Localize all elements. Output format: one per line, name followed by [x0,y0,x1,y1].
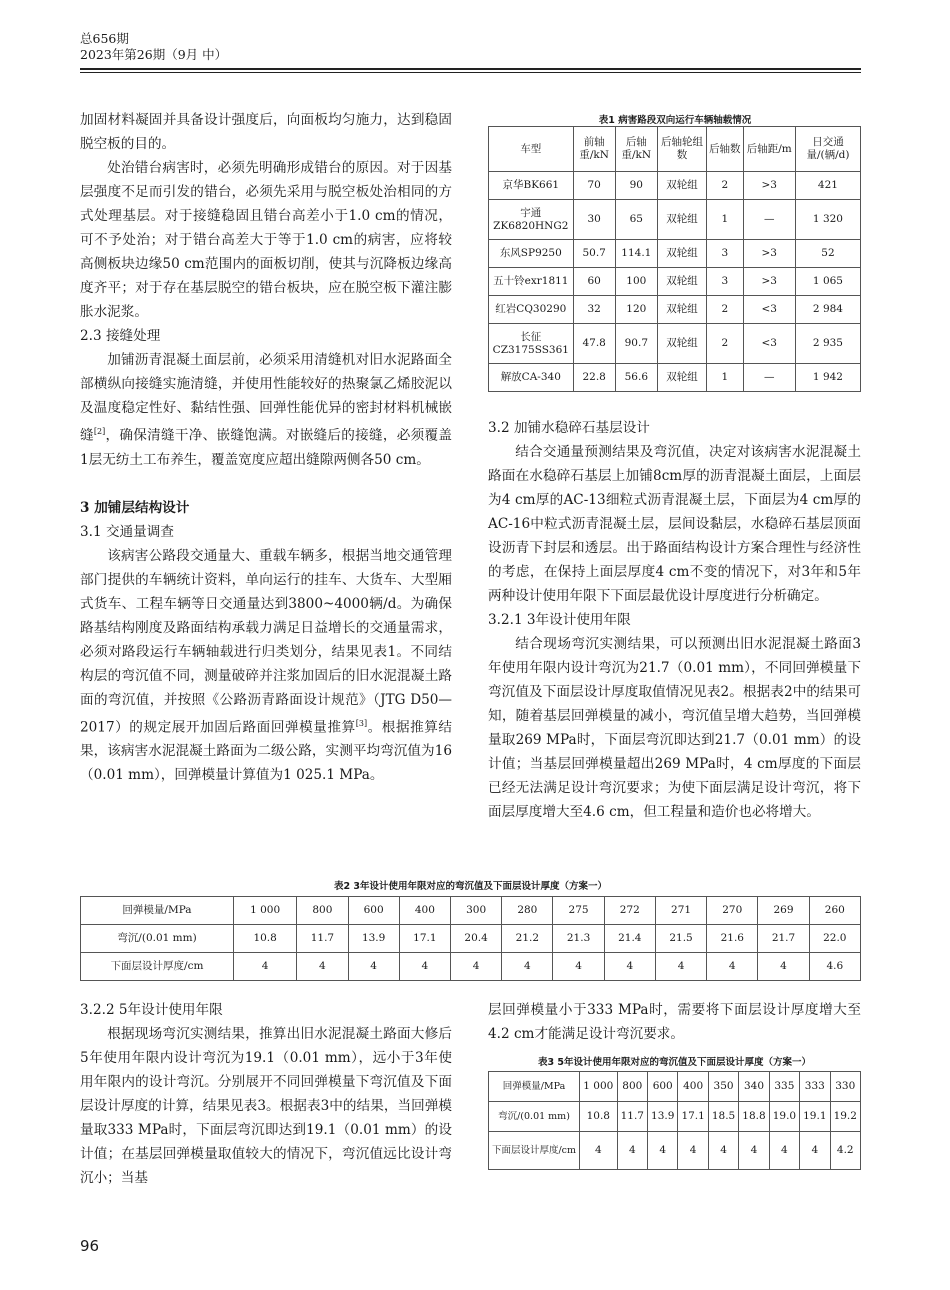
table-cell: 双轮组 [657,296,706,324]
table-header-cell: 日交通量/(辆/d) [795,127,860,172]
header-rule [80,68,861,70]
table-cell: 4 [617,1132,647,1170]
paragraph: 根据现场弯沉实测结果，推算出旧水泥混凝土路面大修后5年使用年限内设计弯沉为19.1（0.01 mm），远小于3年使用年限内的设计弯沉。分别展开不同回弹模量下弯沉值及下面层设计厚度的计算，结果见表3。根据表3中的结果，当回弹模量取333 MPa时，下面层弯沉即达到19.1（0.01 mm）的设计值；在基层回弹模量取值较大的情况下，弯沉值远比设计弯沉小；当基 [80,1026,452,1186]
table-cell: 330 [830,1072,860,1102]
table-cell: 4 [553,953,604,981]
table-cell: 21.4 [604,925,655,953]
table-cell: 11.7 [617,1102,647,1132]
table-cell: 双轮组 [657,268,706,296]
table-cell: >3 [743,268,795,296]
page-number: 96 [80,1237,100,1255]
table-cell: 4 [678,1132,708,1170]
table3-caption: 表3 5年设计使用年限对应的弯沉值及下面层设计厚度（方案一） [537,1057,812,1068]
table-header-cell: 车型 [489,127,574,172]
table-cell: 350 [708,1072,738,1102]
table-cell: 18.8 [739,1102,769,1132]
table-row [489,364,861,392]
left-column [80,108,452,787]
table-cell: 4 [758,953,809,981]
table2-caption: 表2 3年设计使用年限对应的弯沉值及下面层设计厚度（方案一） [333,881,608,892]
table-header-cell: 前轴重/kN [573,127,615,172]
table-cell: 340 [739,1072,769,1102]
table3 [488,1071,861,1170]
table-header-row [489,127,861,172]
table-cell: 17.1 [399,925,450,953]
table-cell: 280 [502,897,553,925]
table-cell: 421 [795,172,860,200]
table-row [489,1132,861,1170]
table-cell: 272 [604,897,655,925]
table-cell: 52 [795,240,860,268]
table-cell: 1 000 [234,897,297,925]
table-header-cell: 后轴轮组数 [657,127,706,172]
paragraph: 该病害公路段交通量大、重载车辆多，根据当地交通管理部门提供的车辆统计资料，单向运行的挂车、大货车、大型厢式货车、工程车辆等日交通量达到3800~4000辆/d。为确保路基结构刚度及路面结构承载力满足日益增长的交通量需求，必须对路段运行车辆轴载进行归类划分，结果见表1。不同结构层的弯沉值不同，测量破碎并注浆加固后的旧水泥混凝土路面的弯沉值，并按照《公路沥青路面设计规范》（JTG D50—2017）的规定展开加固后路面回弹模量推算[3]。根据推算结果，该病害水泥混凝土路面为二级公路，实测平均弯沉值为16（0.01 mm），回弹模量计算值为1 025.1 MPa。 [80,547,453,784]
table-cell: 1 065 [795,268,860,296]
table-cell: >3 [743,172,795,200]
issue-total: 总656期 [80,31,129,46]
table-cell: 4 [399,953,450,981]
table-cell: 18.5 [708,1102,738,1132]
row-label: 弯沉/(0.01 mm) [81,925,234,953]
table-cell: 335 [769,1072,799,1102]
table-cell: 五十铃exr1811 [489,268,574,296]
table-cell: 22.8 [573,364,615,392]
table-cell: 4 [655,953,706,981]
citation: [3] [355,718,368,728]
table-cell: 100 [615,268,657,296]
header-rule-thin [80,72,861,73]
table1 [488,126,861,392]
table-cell: 2 [707,172,744,200]
table-cell: 13.9 [348,925,399,953]
table-cell: 4 [707,953,758,981]
table-cell: 47.8 [573,324,615,364]
table-row [489,268,861,296]
table-cell: 19.2 [830,1102,860,1132]
table-cell: 4 [450,953,501,981]
table-header-cell: 后轴距/m [743,127,795,172]
table-cell: 333 [800,1072,830,1102]
table-cell: 56.6 [615,364,657,392]
right-column [488,416,861,824]
table-cell: 275 [553,897,604,925]
table1-caption: 表1 病害路段双向运行车辆轴载情况 [598,115,752,126]
table-cell: 50.7 [573,240,615,268]
table-cell: 3 [707,268,744,296]
table-cell: 4 [708,1132,738,1170]
table-cell: 20.4 [450,925,501,953]
table-cell: 3 [707,240,744,268]
bottom-right-column [488,998,861,1046]
table-cell: 10.8 [580,1102,618,1132]
section-heading: 3.2.1 3年设计使用年限 [488,612,631,628]
table-cell: 4 [234,953,297,981]
table-cell: 19.0 [769,1102,799,1132]
paragraph: 加铺沥青混凝土面层前，必须采用清缝机对旧水泥路面全部横纵向接缝实施清缝，并使用性能较好的热聚氯乙烯胶泥以及温度稳定性好、黏结性强、回弹性能优异的密封材料机械嵌缝[2]，确保清缝干净、嵌缝饱满。对嵌缝后的接缝，必须覆盖1层无纺土工布养生，覆盖宽度应超出缝隙两侧各50 cm。 [80,352,453,468]
table-cell: <3 [743,296,795,324]
section-heading: 3.1 交通量调查 [80,523,174,540]
table-cell: 1 942 [795,364,860,392]
table-cell: 4 [648,1132,678,1170]
table-cell: 4 [297,953,348,981]
table-cell: 2 [707,324,744,364]
table-cell: 800 [617,1072,647,1102]
table-row [489,1102,861,1132]
table-header-cell: 后轴数 [707,127,744,172]
table-row [81,953,861,981]
table-cell: 300 [450,897,501,925]
table-cell: >3 [743,240,795,268]
table-cell: 21.6 [707,925,758,953]
table-cell: 32 [573,296,615,324]
table-cell: 4 [800,1132,830,1170]
table-cell: 1 [707,364,744,392]
table2 [80,896,861,981]
table-cell: 30 [573,200,615,240]
table-cell: 1 000 [580,1072,618,1102]
paragraph: 处治错台病害时，必须先明确形成错台的原因。对于因基层强度不足而引发的错台，必须先采用与脱空板处治相同的方式处理基层。对于接缝稳固且错台高差小于1.0 cm的情况，可不予处治；对于错台高差大于等于1.0 cm的病害，应将较高侧板块边缘50 cm范围内的面板切削，使其与沉降板边缘高度齐平；对于存在基层脱空的错台板块，应在脱空板下灌注膨胀水泥浆。 [80,160,452,320]
table-cell: 双轮组 [657,324,706,364]
table-cell: 65 [615,200,657,240]
issue-date: 2023年第26期（9月 中） [80,47,228,62]
table-cell: 长征CZ3175SS361 [489,324,574,364]
table-cell: 双轮组 [657,364,706,392]
table-cell: 双轮组 [657,200,706,240]
journal-header [80,31,227,63]
table-row [489,324,861,364]
table-cell: 10.8 [234,925,297,953]
table-cell: 4 [348,953,399,981]
section-heading: 3 加铺层结构设计 [80,499,190,516]
table-cell: 2 984 [795,296,860,324]
table-cell: 4 [502,953,553,981]
table-header-cell: 后轴重/kN [615,127,657,172]
table-row [489,1072,861,1102]
table-cell: 京华BK661 [489,172,574,200]
table-cell: 21.3 [553,925,604,953]
table-cell: 114.1 [615,240,657,268]
table-cell: 600 [648,1072,678,1102]
table-cell: 90.7 [615,324,657,364]
table-cell: 4 [739,1132,769,1170]
table-cell: 21.5 [655,925,706,953]
table-cell: 600 [348,897,399,925]
citation: [2] [93,427,106,436]
table-cell: 13.9 [648,1102,678,1132]
row-label: 回弹模量/MPa [489,1072,580,1102]
table-cell: 19.1 [800,1102,830,1132]
table-cell: 2 [707,296,744,324]
paragraph: 层回弹模量小于333 MPa时，需要将下面层设计厚度增大至4.2 cm才能满足设计弯沉要求。 [488,1002,861,1042]
table-cell: 东风SP9250 [489,240,574,268]
table-cell: 4 [580,1132,618,1170]
section-heading: 2.3 接缝处理 [80,328,161,344]
table-cell: 2 935 [795,324,860,364]
row-label: 下面层设计厚度/cm [489,1132,580,1170]
table-row [81,897,861,925]
table-row [489,240,861,268]
table-cell: — [743,364,795,392]
paragraph: 结合现场弯沉实测结果，可以预测出旧水泥混凝土路面3年使用年限内设计弯沉为21.7（0.01 mm），不同回弹模量下弯沉值及下面层设计厚度取值情况见表2。根据表2中的结果可知，随着基层回弹模量的减小，弯沉值呈增大趋势，当回弹模量取269 MPa时，下面层弯沉即达到21.7（0.01 mm）的设计值；当基层回弹模量超出269 MPa时，4 cm厚度的下面层已经无法满足设计弯沉要求；为使下面层满足设计弯沉，将下面层厚度增大至4.6 cm，但工程量和造价也必将增大。 [488,636,861,820]
table-cell: 4.2 [830,1132,860,1170]
table-cell: 120 [615,296,657,324]
table-cell: 260 [809,897,860,925]
table-cell: 4 [769,1132,799,1170]
table-row [81,925,861,953]
table-cell: 4.6 [809,953,860,981]
table-cell: 271 [655,897,706,925]
table-cell: 双轮组 [657,240,706,268]
table-row [489,200,861,240]
table-cell: <3 [743,324,795,364]
table-cell: 4 [604,953,655,981]
table-cell: 17.1 [678,1102,708,1132]
table-cell: 解放CA-340 [489,364,574,392]
section-heading: 3.2.2 5年设计使用年限 [80,1002,223,1018]
table-cell: 1 [707,200,744,240]
row-label: 下面层设计厚度/cm [81,953,234,981]
table-cell: 800 [297,897,348,925]
table-cell: 270 [707,897,758,925]
paragraph: 加固材料凝固并具备设计强度后，向面板均匀施力，达到稳固脱空板的目的。 [80,112,452,152]
table-cell: 红岩CQ30290 [489,296,574,324]
table-cell: — [743,200,795,240]
section-heading: 3.2 加铺水稳碎石基层设计 [488,420,650,436]
table-cell: 21.2 [502,925,553,953]
table-row [489,296,861,324]
table-cell: 21.7 [758,925,809,953]
table-cell: 269 [758,897,809,925]
table-cell: 22.0 [809,925,860,953]
paragraph: 结合交通量预测结果及弯沉值，决定对该病害水泥混凝土路面在水稳碎石基层上加铺8cm厚的沥青混凝土面层，上面层为4 cm厚的AC-13细粒式沥青混凝土层，下面层为4 cm厚的AC-16中粒式沥青混凝土层，层间设黏层，水稳碎石基层顶面设沥青下封层和透层。出于路面结构设计方案合理性与经济性的考虑，在保持上面层厚度4 cm不变的情况下，对3年和5年两种设计使用年限下下面层最优设计厚度进行分析确定。 [488,444,861,604]
table-row [489,172,861,200]
bottom-left-column [80,998,452,1190]
row-label: 回弹模量/MPa [81,897,234,925]
table-cell: 宇通ZK6820HNG2 [489,200,574,240]
table-cell: 90 [615,172,657,200]
table-cell: 1 320 [795,200,860,240]
table-cell: 双轮组 [657,172,706,200]
table-cell: 11.7 [297,925,348,953]
table-cell: 60 [573,268,615,296]
table-cell: 400 [399,897,450,925]
row-label: 弯沉/(0.01 mm) [489,1102,580,1132]
table-cell: 400 [678,1072,708,1102]
table-cell: 70 [573,172,615,200]
